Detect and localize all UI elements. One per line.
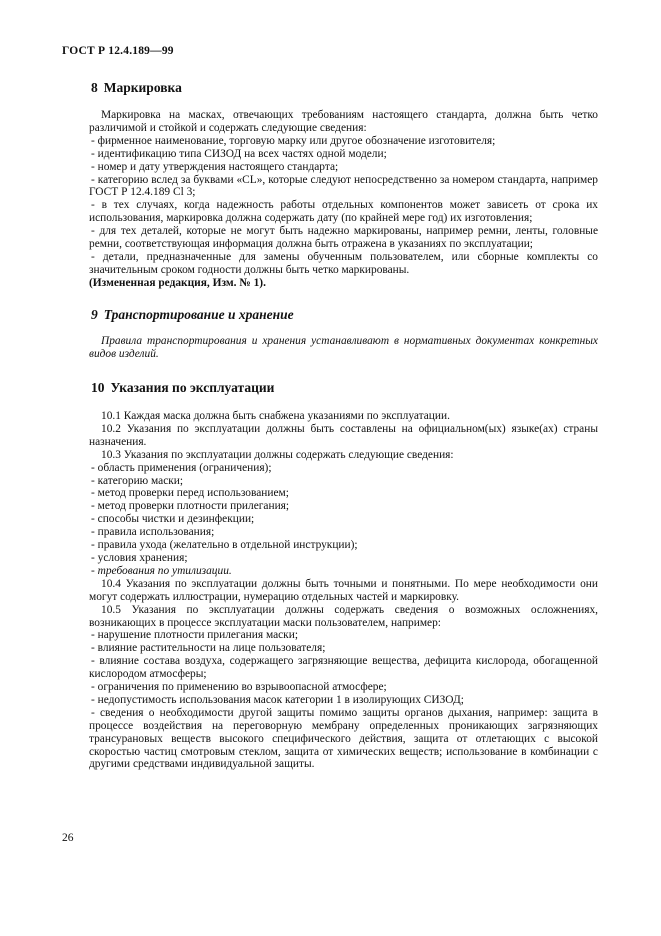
list-item: - ограничения по применению во взрывоопасной атмосфере; <box>91 681 387 694</box>
list-item-italic: - требования по утилизации. <box>91 564 232 577</box>
page-number: 26 <box>62 832 74 844</box>
section-10-body <box>89 410 598 771</box>
section-8-item: - для тех деталей, которые не могут быть надежно маркированы, например ремни, ленты, головные ремни, соответствующая информация должна быть отражена в указаниях по эксплуатации; <box>89 225 598 251</box>
section-9-text: Правила транспортирования и хранения устанавливают в нормативных документах конкретных видов изделий. <box>89 335 598 360</box>
list-item: - нарушение плотности прилегания маски; <box>91 629 298 642</box>
list-item: - недопустимость использования масок категории 1 в изолирующих СИЗОД; <box>91 693 464 706</box>
section-9-body <box>89 335 598 361</box>
list-item: - метод проверки плотности прилегания; <box>91 500 290 513</box>
section-10-title: Указания по эксплуатации <box>110 380 275 395</box>
list-item: - условия хранения; <box>91 551 188 564</box>
section-8-item: - в тех случаях, когда надежность работы отдельных компонентов может зависеть от срока их использования, маркировка должна содержать дату (по крайней мере год) их изготовления; <box>89 199 598 225</box>
clause-10-2: 10.2 Указания по эксплуатации должны быть составлены на официальном(ых) языке(ах) страны назначения. <box>89 422 598 448</box>
section-8-body <box>89 109 598 290</box>
section-8-item: - фирменное наименование, торговую марку или другое обозначение изготовителя; <box>91 134 496 147</box>
section-10-number: 10 <box>91 380 105 395</box>
section-8-number: 8 <box>91 80 98 95</box>
clause-10-5: 10.5 Указания по эксплуатации должны содержать сведения о возможных осложнениях, возникающих в процессе эксплуатации маски пользователем, например: <box>89 603 598 629</box>
section-10-heading <box>91 380 274 396</box>
list-item: - способы чистки и дезинфекции; <box>91 513 255 526</box>
list-item: - влияние состава воздуха, содержащего загрязняющие вещества, дефицита кислорода, обогащенной кислородом атмосферы; <box>89 655 598 681</box>
section-8-heading <box>91 80 182 96</box>
list-item: - правила использования; <box>91 526 215 539</box>
list-item: - сведения о необходимости другой защиты помимо защиты органов дыхания, например: защита в процессе воздействия на переговорную мембрану определенных проникающих загрязняющих трансурановых веществ высокого специфического действия, защита от отлетающих с высокой скоростью частиц смотровым стеклом, защита от химических веществ; использование в комбинации с другими средствами индивидуальной защиты. <box>89 706 598 771</box>
amendment-note: (Измененная редакция, Изм. № 1). <box>89 276 266 289</box>
section-8-title: Маркировка <box>103 80 182 95</box>
clause-10-1: 10.1 Каждая маска должна быть снабжена указаниями по эксплуатации. <box>101 410 450 422</box>
list-item: - категорию маски; <box>91 474 184 487</box>
section-9-heading <box>91 307 294 323</box>
section-9-title: Транспортирование и хранение <box>103 307 294 322</box>
list-item: - влияние растительности на лице пользователя; <box>91 642 326 655</box>
list-item: - правила ухода (желательно в отдельной инструкции); <box>91 539 358 552</box>
section-9-number: 9 <box>91 307 98 322</box>
section-8-item: - идентификацию типа СИЗОД на всех частях одной модели; <box>91 147 387 160</box>
list-item: - метод проверки перед использованием; <box>91 487 289 500</box>
clause-10-4: 10.4 Указания по эксплуатации должны быть точными и понятными. По мере необходимости они могут содержать иллюстрации, нумерацию отдельных частей и маркировку. <box>89 577 598 603</box>
section-8-item: - номер и дату утверждения настоящего стандарта; <box>91 160 339 173</box>
section-8-item: - категорию вслед за буквами «CL», которые следуют непосредственно за номером стандарта, например ГОСТ Р 12.4.189 Cl 3; <box>89 173 598 199</box>
section-8-item: - детали, предназначенные для замены обученным пользователем, или сборные комплекты со значительным сроком годности должны быть четко маркированы. <box>89 250 598 276</box>
section-8-intro: Маркировка на масках, отвечающих требованиям настоящего стандарта, должна быть четко различимой и стойкой и содержать следующие сведения: <box>89 109 598 134</box>
page-header: ГОСТ Р 12.4.189—99 <box>62 45 174 57</box>
clause-10-3: 10.3 Указания по эксплуатации должны содержать следующие сведения: <box>101 448 454 461</box>
list-item: - область применения (ограничения); <box>91 461 272 474</box>
